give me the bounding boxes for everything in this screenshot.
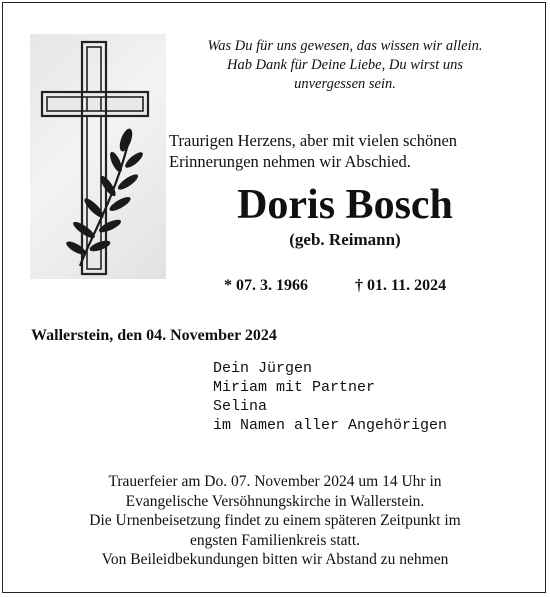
farewell-intro <box>169 130 539 172</box>
funeral-service-info <box>20 472 530 570</box>
poem-line: Hab Dank für Deine Liebe, Du wirst uns <box>226 57 463 73</box>
maiden-name: (geb. Reimann) <box>289 230 401 249</box>
service-line: engsten Familienkreis statt. <box>189 531 361 549</box>
poem-line: unvergessen sein. <box>294 76 396 92</box>
memorial-poem <box>170 37 520 94</box>
mourner: Selina <box>213 398 268 415</box>
birth-date: * 07. 3. 1966 <box>224 277 308 294</box>
death-date: † 01. 11. 2024 <box>355 277 447 294</box>
mourner: Dein Jürgen <box>213 360 313 377</box>
mourner: im Namen aller Angehörigen <box>213 417 448 434</box>
service-line: Evangelische Versöhnungskirche in Wallerstein. <box>125 492 425 510</box>
service-line: Die Urnenbeisetzung findet zu einem späteren Zeitpunkt im <box>89 512 461 529</box>
cross-with-palm-branch-icon <box>30 34 166 279</box>
intro-line: Traurigen Herzens, aber mit vielen schönen <box>169 131 458 150</box>
place-and-date: Wallerstein, den 04. November 2024 <box>31 327 277 344</box>
deceased-name: Doris Bosch <box>237 182 453 228</box>
service-line: Trauerfeier am Do. 07. November 2024 um 14 Uhr in <box>108 473 442 490</box>
mourner: Miriam mit Partner <box>213 379 376 396</box>
palm-branch-icon <box>64 127 145 266</box>
intro-line: Erinnerungen nehmen wir Abschied. <box>169 152 411 171</box>
service-line: Von Beileidbekundungen bitten wir Abstand zu nehmen <box>101 551 449 568</box>
mourners-list <box>213 359 447 435</box>
poem-line: Was Du für uns gewesen, das wissen wir allein. <box>207 38 483 54</box>
